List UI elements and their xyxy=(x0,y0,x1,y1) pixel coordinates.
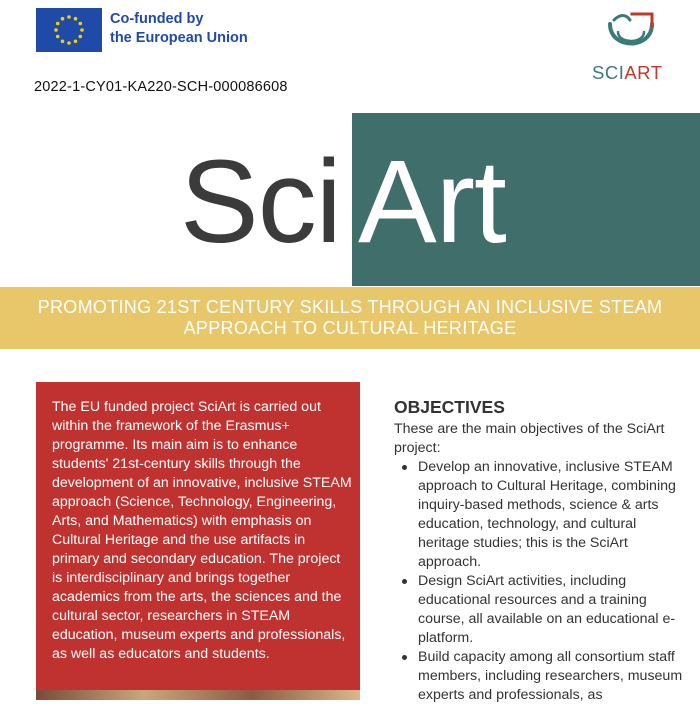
objective-item: Design SciArt activities, including educational resources and a training course, all available on an educational e-platform. xyxy=(394,572,684,648)
sciart-logo-icon xyxy=(604,10,658,58)
intro-paragraph: The EU funded project SciArt is carried out within the framework of the Erasmus+ programme. Its main aim is to enhance students' 21st-century skills through the development of an innovative, inclusive STEAM approach (Science, Technology, Engineering, Arts, and Mathematics) with emphasis on Cultural Heritage and the use artifacts in primary and secondary education. The project is interdisciplinary and brings together academics from the arts, the sciences and the cultural sector, researchers in STEAM education, museum experts and professionals, as well as educators and students. xyxy=(52,399,352,662)
project-code: 2022-1-CY01-KA220-SCH-000086608 xyxy=(34,79,288,95)
tagline-text: PROMOTING 21ST CENTURY SKILLS THROUGH AN INCLUSIVE STEAM APPROACH TO CULTURAL HERITAGE xyxy=(37,297,663,338)
eu-line-1: Co-funded by xyxy=(110,11,204,27)
objective-item: Develop an innovative, inclusive STEAM approach to Cultural Heritage, combining inquiry-based methods, science & arts education, technology, and cultural heritage studies; this is the SciArt approach. xyxy=(394,458,684,572)
objectives-heading: OBJECTIVES xyxy=(394,397,505,417)
logo-sci: SCI xyxy=(592,62,625,83)
objective-item: Build capacity among all consortium staff members, including researchers, museum experts and professionals, as xyxy=(394,648,684,705)
eu-stars xyxy=(36,8,102,52)
eu-line-2: the European Union xyxy=(110,30,248,46)
sciart-logo-text xyxy=(592,62,663,84)
eu-cofunded-label xyxy=(110,10,248,48)
logo-art: ART xyxy=(624,62,663,83)
title-art: Art xyxy=(358,136,506,268)
objectives-list xyxy=(394,458,684,705)
objectives-intro: These are the main objectives of the SciArt project: xyxy=(394,421,665,456)
title-sci: Sci xyxy=(180,136,341,268)
eu-flag-icon xyxy=(36,8,102,52)
intro-photo-strip xyxy=(36,690,360,700)
